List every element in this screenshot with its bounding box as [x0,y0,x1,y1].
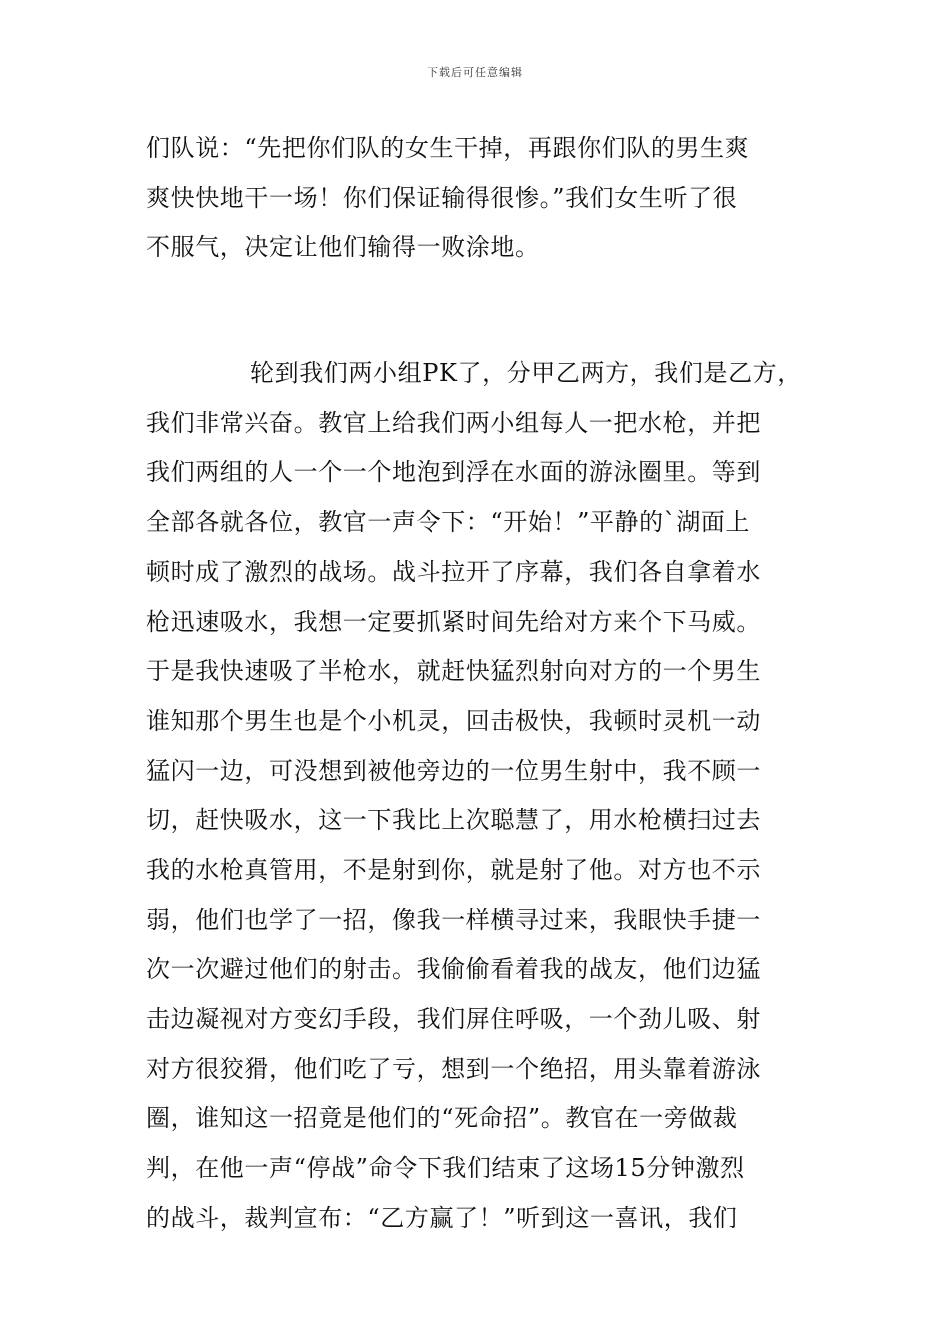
text-line: 们队说：“先把你们队的女生干掉，再跟你们队的男生爽 [146,134,750,162]
text-line: 次一次避过他们的射击。我偷偷看着我的战友，他们边猛 [146,955,761,984]
text-line: 枪迅速吸水，我想一定要抓紧时间先给对方来个下马威。 [146,607,761,636]
paragraph-gap [146,273,808,349]
text-line: 全部各就各位，教官一声令下：“开始！”平静的`湖面上 [146,508,751,537]
text-line: 爽快快地干一场！你们保证输得很惨。”我们女生听了很 [146,183,738,212]
paragraph-2 [146,349,808,1243]
text-line: 判，在他一声“停战”命令下我们结束了这场15分钟激烈 [146,1154,745,1183]
text-line: 对方很狡猾，他们吃了亏，想到一个绝招，用头靠着游泳 [146,1054,761,1083]
text-line: 我们非常兴奋。教官上给我们两小组每人一把水枪，并把 [146,408,761,437]
text-line: 猛闪一边，可没想到被他旁边的一位男生射中，我不顾一 [146,756,761,785]
text-line: 我们两组的人一个一个地泡到浮在水面的游泳圈里。等到 [146,458,761,487]
text-line: 顿时成了激烈的战场。战斗拉开了序幕，我们各自拿着水 [146,557,761,586]
text-line: 轮到我们两小组PK了，分甲乙两方，我们是乙方， [250,359,802,388]
text-line: 谁知那个男生也是个小机灵，回击极快，我顿时灵机一动 [146,706,761,735]
text-line: 切，赶快吸水，这一下我比上次聪慧了，用水枪横扫过去 [146,806,761,835]
text-line: 弱，他们也学了一招，像我一样横寻过来，我眼快手捷一 [146,905,761,934]
paragraph-1 [146,124,808,273]
text-line: 圈，谁知这一招竟是他们的“死命招”。教官在一旁做裁 [146,1104,738,1133]
text-line: 击边凝视对方变幻手段，我们屏住呼吸，一个劲儿吸、射 [146,1005,761,1033]
document-body [146,124,808,1243]
text-line: 不服气，决定让他们输得一败涂地。 [146,233,540,262]
text-line: 的战斗，裁判宣布：“乙方赢了！”听到这一喜讯，我们 [146,1203,738,1232]
text-line: 我的水枪真管用，不是射到你，就是射了他。对方也不示 [146,855,761,884]
text-line: 于是我快速吸了半枪水，就赶快猛烈射向对方的一个男生 [146,657,761,686]
page-header: 下载后可任意编辑 [427,66,523,79]
